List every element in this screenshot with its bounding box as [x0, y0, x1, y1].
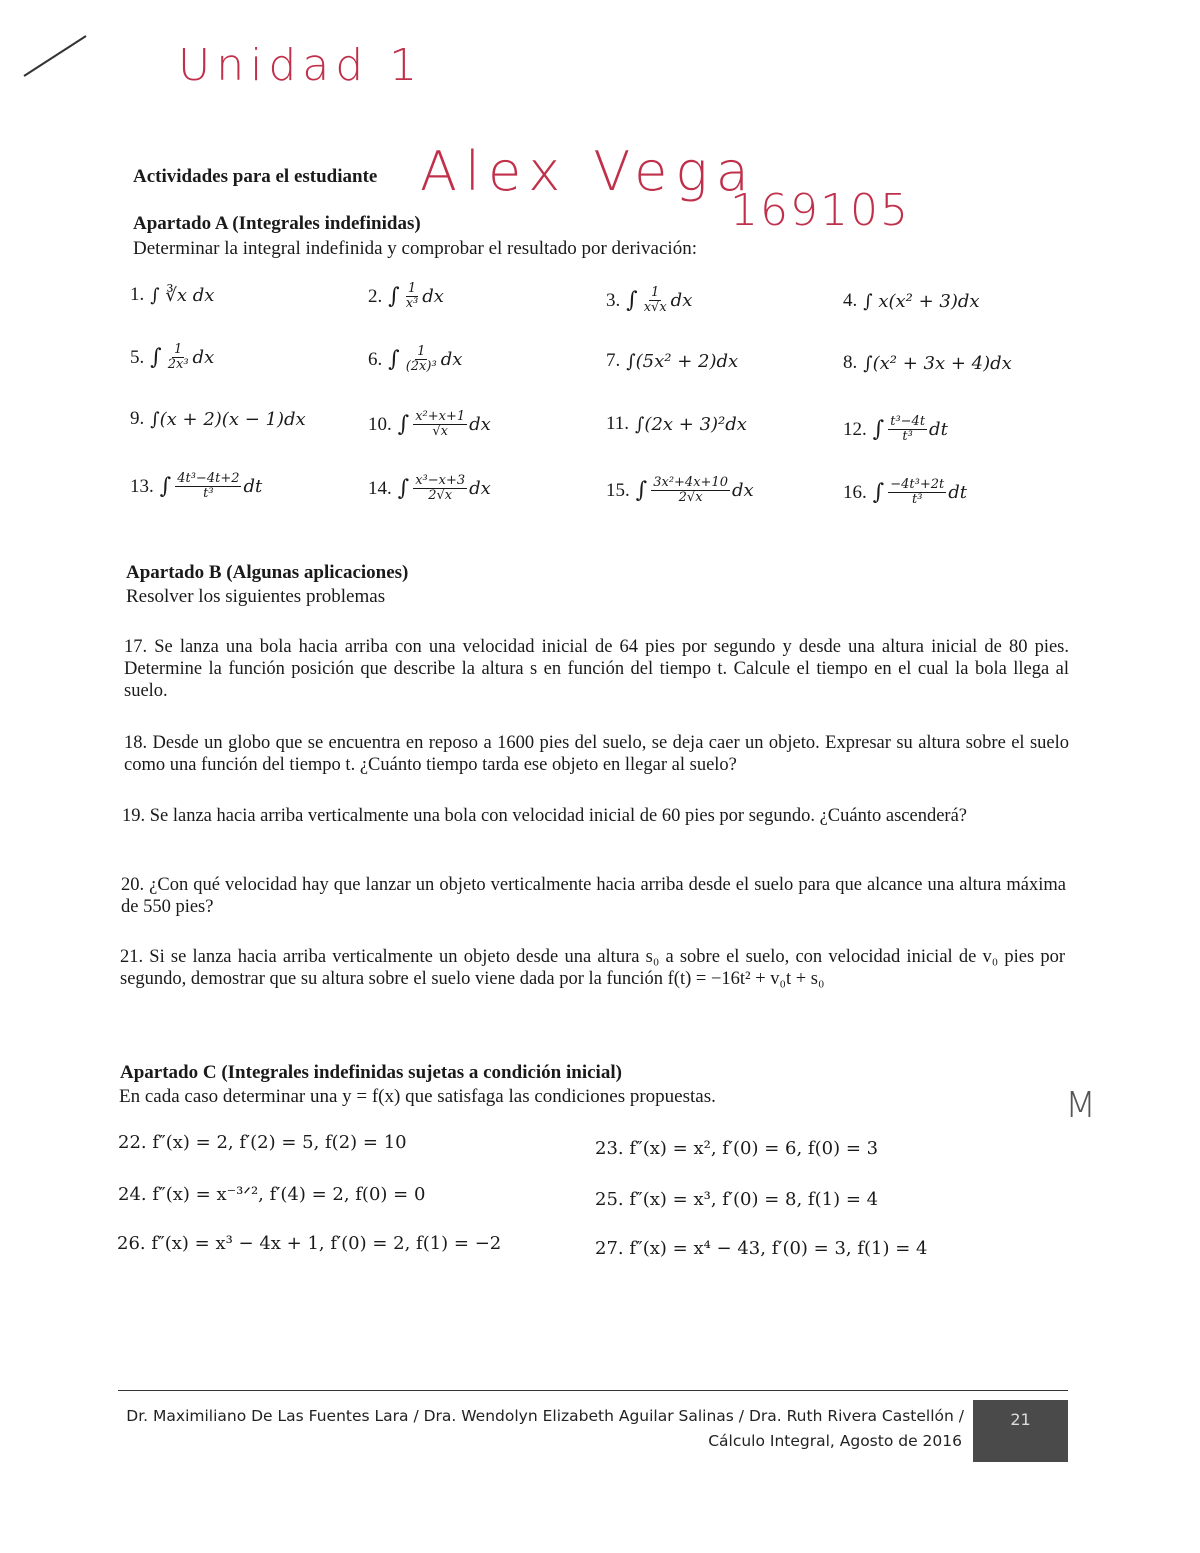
section-a-heading: Apartado A (Integrales indefinidas)	[133, 213, 421, 234]
problem-13: 13. ∫ $\frac{\text{4t³−4t+2}}{\text{t³}}$ dt	[130, 471, 263, 501]
problem-7: 7. ∫(5x² + 2)dx	[606, 350, 739, 372]
problem-2: 2. ∫ $\frac{1}{\text{x³}}$ dx	[368, 281, 444, 311]
footer-authors: Dr. Maximiliano De Las Fuentes Lara / Dra. Wendolyn Elizabeth Aguilar Salinas / Dra. Ruth Rivera Castellón /	[126, 1407, 964, 1425]
problem-14: 14. ∫ $\frac{\text{x³−x+3}}{2√x}$ dx	[368, 473, 491, 503]
problem-6: 6. ∫ $\frac{1}{\text{(2x)³}}$ dx	[368, 344, 463, 374]
problem-23: 23. f″(x) = x², f′(0) = 6, f(0) = 3	[595, 1138, 879, 1159]
problem-8: 8. ∫(x² + 3x + 4)dx	[843, 352, 1012, 374]
problem-17: 17. Se lanza una bola hacia arriba con una velocidad inicial de 64 pies por segundo y desde una altura inicial de 80 pies. Determine la función posición que describe la altura s en función del tiempo t. Calcule el tiempo en el cual la bola llega al suelo.	[124, 637, 1069, 701]
footer-divider	[118, 1390, 1068, 1391]
section-b-heading: Apartado B (Algunas aplicaciones)	[126, 562, 409, 583]
section-a-instruction: Determinar la integral indefinida y comprobar el resultado por derivación:	[133, 238, 697, 259]
problem-1: 1. ∫ ∛x dx	[130, 284, 215, 306]
problem-5: 5. ∫ $\frac{1}{\text{2x³}}$ dx	[130, 342, 215, 372]
problem-16: 16. ∫ $\frac{\text{−4t³+2t}}{\text{t³}}$ dt	[843, 477, 967, 507]
problem-24: 24. f″(x) = x⁻³ᐟ², f′(4) = 2, f(0) = 0	[118, 1184, 426, 1205]
section-c-instruction: En cada caso determinar una y = f(x) que satisfaga las condiciones propuestas.	[119, 1086, 716, 1107]
problem-25: 25. f″(x) = x³, f′(0) = 8, f(1) = 4	[595, 1189, 879, 1210]
problem-3: 3. ∫ $\frac{1}{x√x}$ dx	[606, 285, 693, 315]
problem-18: 18. Desde un globo que se encuentra en reposo a 1600 pies del suelo, se deja caer un objeto. Expresar su altura sobre el suelo como una función del tiempo t. ¿Cuánto tiempo tarda ese objeto en llegar al suelo?	[124, 733, 1069, 775]
section-c-heading: Apartado C (Integrales indefinidas sujetas a condición inicial)	[120, 1062, 622, 1083]
footer-course: Cálculo Integral, Agosto de 2016	[708, 1432, 962, 1450]
handwritten-id: 169105	[730, 185, 910, 236]
problem-15: 15. ∫ $\frac{\text{3x²+4x+10}}{2√x}$ dx	[606, 475, 754, 505]
problem-22: 22. f″(x) = 2, f′(2) = 5, f(2) = 10	[118, 1132, 407, 1153]
problem-26: 26. f″(x) = x³ − 4x + 1, f′(0) = 2, f(1) = −2	[117, 1233, 502, 1254]
page-title: Actividades para el estudiante	[133, 166, 378, 187]
problem-10: 10. ∫ $\frac{\text{x²+x+1}}{√x}$ dx	[368, 409, 491, 439]
handwritten-unit: Unidad 1	[178, 40, 424, 91]
handwritten-mark: M	[1065, 1085, 1097, 1126]
problem-11: 11. ∫(2x + 3)²dx	[606, 413, 747, 435]
page-number: 21	[973, 1400, 1068, 1462]
problem-19: 19. Se lanza hacia arriba verticalmente una bola con velocidad inicial de 60 pies por segundo. ¿Cuánto ascenderá?	[122, 806, 968, 826]
section-b-instruction: Resolver los siguientes problemas	[126, 586, 386, 607]
problem-27: 27. f″(x) = x⁴ − 43, f′(0) = 3, f(1) = 4	[595, 1238, 928, 1259]
problem-20: 20. ¿Con qué velocidad hay que lanzar un objeto verticalmente hacia arriba desde el suelo para que alcance una altura máxima de 550 pies?	[121, 875, 1066, 917]
problem-21: 21. Si se lanza hacia arriba verticalmente un objeto desde una altura s₀ a sobre el suelo, con velocidad inicial de v₀ pies por segundo, demostrar que su altura sobre el suelo viene dada por la función f(t) = −16t² + v₀t + s₀	[120, 947, 1065, 989]
pen-stroke	[20, 30, 90, 80]
problem-9: 9. ∫(x + 2)(x − 1)dx	[130, 408, 306, 430]
handwritten-name: Alex Vega	[420, 140, 757, 203]
problem-4: 4. ∫ x(x² + 3)dx	[843, 290, 980, 312]
problem-12: 12. ∫ $\frac{\text{t³−4t}}{\text{t³}}$ dt	[843, 414, 948, 444]
